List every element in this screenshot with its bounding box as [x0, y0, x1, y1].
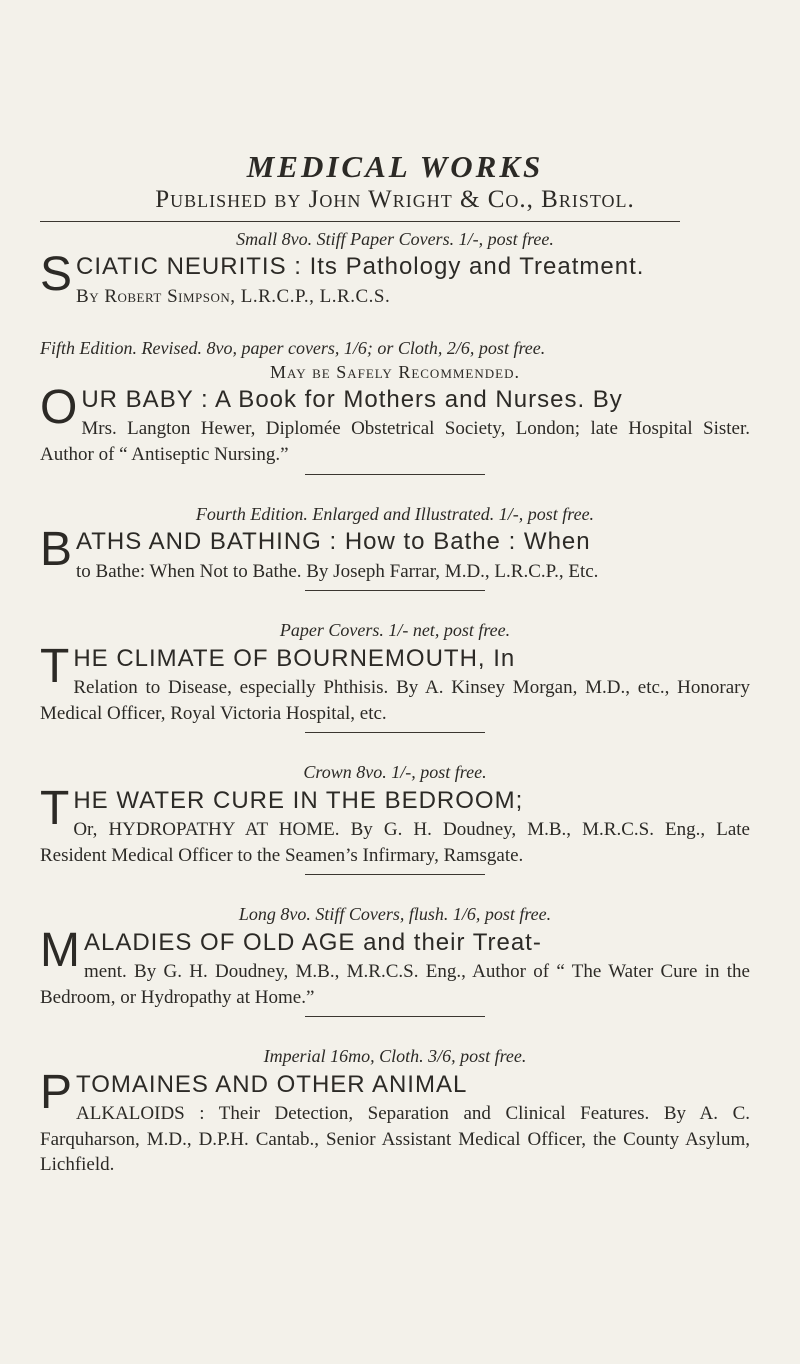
- entry-body: [40, 1065, 750, 1178]
- entry-headline: TOMAINES AND OTHER ANIMAL: [76, 1070, 468, 1098]
- entry-description: ment. By G. H. Doudney, M.B., M.R.C.S. Eng., Author of “ The Water Cure in the Bedroom, or Hydropathy at Home.”: [40, 961, 750, 1008]
- entry-meta: Fourth Edition. Enlarged and Illustrated. 1/-, post free.: [195, 503, 595, 524]
- entry-note: May be Safely Recommended.: [270, 361, 520, 382]
- book-entry-ptomaines: [40, 1045, 750, 1178]
- entry-body: [40, 923, 750, 1011]
- entry-meta: Fifth Edition. Revised. 8vo, paper covers, 1/6; or Cloth, 2/6, post free.: [40, 338, 546, 359]
- divider: [305, 1016, 485, 1017]
- entry-body: [40, 639, 750, 727]
- drop-cap: M: [40, 923, 80, 977]
- entry-meta: Long 8vo. Stiff Covers, flush. 1/6, post free.: [238, 904, 552, 925]
- book-entry-climate-of-bournemouth: [40, 619, 750, 726]
- page: [40, 150, 750, 1178]
- entry-body: [40, 248, 750, 309]
- entry-meta: Small 8vo. Stiff Paper Covers. 1/-, post free.: [236, 228, 554, 249]
- entry-headline: CIATIC NEURITIS : Its Pathology and Treatment.: [76, 253, 645, 281]
- entry-headline: ALADIES OF OLD AGE and their Treat-: [83, 928, 542, 956]
- entry-body: [40, 523, 750, 584]
- publisher-line: Published by John Wright & Co., Bristol.: [155, 186, 635, 214]
- entry-description: to Bathe: When Not to Bathe. By Joseph Farrar, M.D., L.R.C.P., Etc.: [76, 560, 599, 582]
- entry-author: By Robert Simpson, L.R.C.P., L.R.C.S.: [76, 285, 391, 307]
- divider: [305, 474, 485, 475]
- divider: [40, 221, 680, 222]
- divider: [305, 590, 485, 591]
- divider: [305, 732, 485, 733]
- entry-description: ALKALOIDS : Their Detection, Separation and Clinical Features. By A. C. Farquharson, M.D., D.P.H. Cantab., Senior Assistant Medical Officer, the County Asylum, Lichfield.: [40, 1103, 750, 1176]
- book-entry-sciatic-neuritis: [40, 228, 750, 309]
- entry-meta: Crown 8vo. 1/-, post free.: [303, 762, 487, 783]
- drop-cap: T: [40, 639, 70, 693]
- entry-headline: UR BABY : A Book for Mothers and Nurses. By: [81, 386, 623, 414]
- entry-headline: HE WATER CURE IN THE BEDROOM;: [73, 786, 524, 814]
- drop-cap: O: [40, 381, 78, 435]
- drop-cap: P: [40, 1065, 73, 1119]
- page-title: MEDICAL WORKS: [246, 149, 544, 184]
- entry-headline: HE CLIMATE OF BOURNEMOUTH, In: [73, 644, 516, 672]
- drop-cap: S: [40, 248, 73, 302]
- book-entry-our-baby: [40, 337, 750, 467]
- entry-meta: Imperial 16mo, Cloth. 3/6, post free.: [263, 1046, 527, 1067]
- entry-description: Relation to Disease, especially Phthisis. By A. Kinsey Morgan, M.D., etc., Honorary Medical Officer, Royal Victoria Hospital, etc.: [40, 676, 750, 724]
- entry-body: [40, 381, 750, 468]
- book-entry-maladies-of-old-age: [40, 903, 750, 1010]
- book-entry-baths-and-bathing: [40, 503, 750, 584]
- entry-headline: ATHS AND BATHING : How to Bathe : When: [76, 528, 591, 556]
- entry-description: Mrs. Langton Hewer, Diplomée Obstetrical Society, London; late Hospital Sister. Author of “ Antiseptic Nursing.”: [40, 418, 750, 466]
- entry-meta: Paper Covers. 1/- net, post free.: [279, 620, 511, 641]
- drop-cap: T: [40, 781, 70, 835]
- entry-body: [40, 781, 750, 869]
- book-entry-water-cure: [40, 761, 750, 868]
- drop-cap: B: [40, 523, 73, 577]
- divider: [305, 874, 485, 875]
- entry-description: Or, HYDROPATHY AT HOME. By G. H. Doudney, M.B., M.R.C.S. Eng., Late Resident Medical Officer to the Seamen’s Infirmary, Ramsgate.: [40, 818, 750, 866]
